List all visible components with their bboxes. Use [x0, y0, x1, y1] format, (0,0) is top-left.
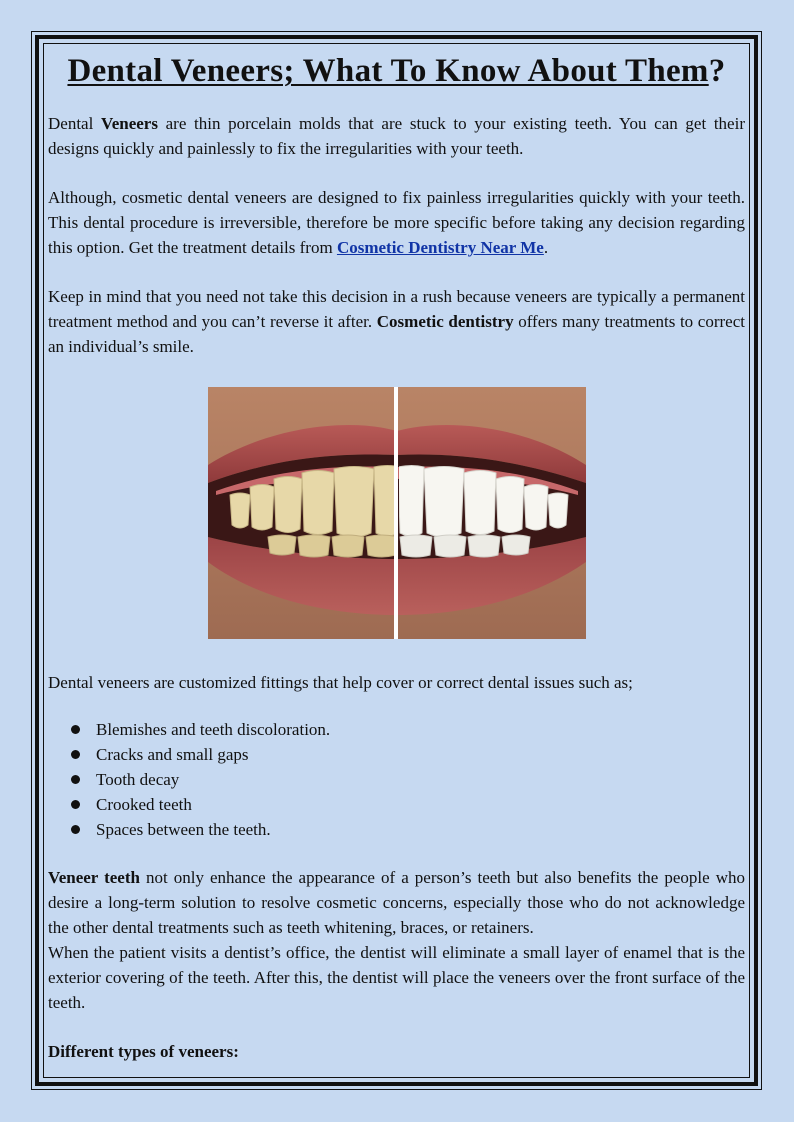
- veneers-term: Veneers: [100, 114, 158, 133]
- list-item: [48, 792, 745, 817]
- before-after-teeth-photo: [208, 387, 586, 639]
- list-item: [48, 717, 745, 742]
- paragraph-decision: [48, 284, 745, 359]
- paragraph-procedure-steps: When the patient visits a dentist’s office, the dentist will eliminate a small layer of enamel that is the exterior covering of the teeth. After this, the dentist will place the veneers over the front surface of the teeth.: [48, 943, 745, 1012]
- paragraph-veneer-teeth: [48, 865, 745, 940]
- paragraph-decision-text: Keep in mind that you need not take this decision in a rush because veneers are typically a permanent treatment method and you can’t reverse it after.: [48, 287, 745, 331]
- bullet-icon: [71, 775, 80, 784]
- paragraph-veneer-teeth-text: not only enhance the appearance of a person’s teeth but also benefits the people who desire a long-term solution to resolve cosmetic concerns, especially those who do not acknowledge the other dental treatments such as teeth whitening, braces, or retainers.: [48, 868, 745, 937]
- issues-list: [48, 717, 745, 842]
- bullet-icon: [71, 725, 80, 734]
- bullet-icon: [71, 750, 80, 759]
- page-title-mark: ?: [708, 53, 726, 89]
- cosmetic-dentistry-term: Cosmetic dentistry: [376, 312, 514, 331]
- issues-intro: Dental veneers are customized fittings that help cover or correct dental issues such as;: [48, 673, 633, 692]
- paragraph-intro-lead: Dental: [48, 114, 101, 133]
- bullet-icon: [71, 800, 80, 809]
- paragraph-decision-rest: offers many treatments to correct an individual’s smile.: [48, 312, 745, 356]
- paragraph-intro: [48, 111, 745, 161]
- list-item: [48, 742, 745, 767]
- veneer-teeth-term: Veneer teeth: [48, 868, 140, 887]
- list-item-text: Spaces between the teeth.: [96, 820, 271, 839]
- paragraph-procedure: [48, 185, 745, 260]
- paragraph-procedure-end: .: [543, 238, 549, 257]
- page-title: [48, 44, 745, 92]
- list-item: [48, 817, 745, 842]
- paragraph-procedure-text: Although, cosmetic dental veneers are designed to fix painless irregularities quickly with your teeth. This dental procedure is irreversible, therefore be more specific before taking any decision regarding this option. Get the treatment details from: [48, 188, 745, 257]
- list-item-text: Cracks and small gaps: [96, 745, 249, 764]
- cosmetic-dentistry-link[interactable]: Cosmetic Dentistry Near Me: [336, 238, 544, 257]
- list-item: [48, 767, 745, 792]
- smile-illustration: [208, 387, 586, 639]
- bullet-icon: [71, 825, 80, 834]
- page-title-text: Dental Veneers; What To Know About Them: [67, 53, 709, 89]
- paragraph-intro-rest: are thin porcelain molds that are stuck to your existing teeth. You can get their designs quickly and painlessly to fix the irregularities with your teeth.: [48, 114, 745, 158]
- list-item-text: Tooth decay: [96, 770, 180, 789]
- list-item-text: Crooked teeth: [96, 795, 192, 814]
- section-heading-types: Different types of veneers:: [48, 1042, 239, 1061]
- document-body: [48, 44, 745, 1064]
- list-item-text: Blemishes and teeth discoloration.: [96, 720, 331, 739]
